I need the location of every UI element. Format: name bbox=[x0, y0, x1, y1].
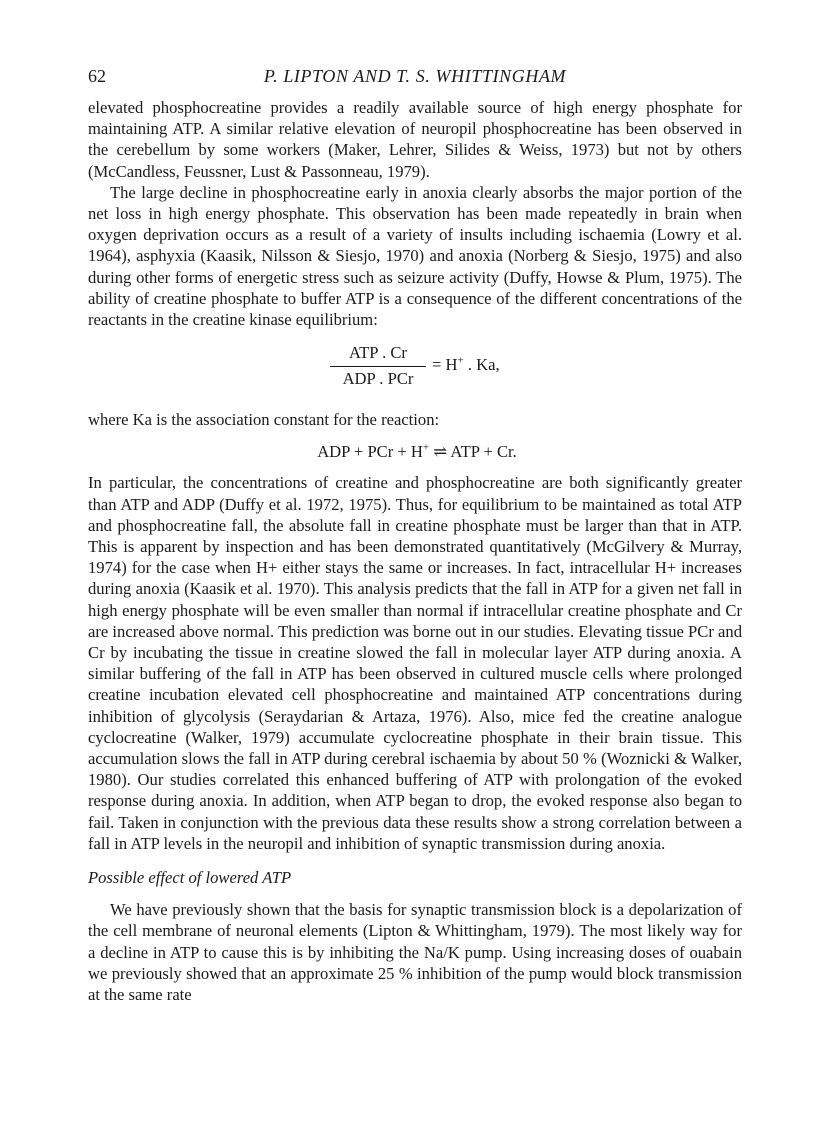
equilibrium-equation bbox=[88, 335, 742, 403]
paragraph-4: In particular, the concentrations of creatine and phosphocreatine are both significantly greater than ATP and ADP (Duffy et al. 1972, 1975). Thus, for equilibrium to be maintained as total ATP and phosphocreatine fall, the absolute fall in creatine phosphate must be larger than that in ATP. This is apparent by inspection and has been demonstrated quantitatively (McGilvery & Murray, 1974) for the case when H+ either stays the same or increases. In fact, intracellular H+ increases during anoxia (Kaasik et al. 1970). This analysis predicts that the fall in ATP for a given net fall in high energy phosphate will be even smaller than normal if intracellular creatine phosphate and Cr are increased above normal. This prediction was borne out in our studies. Elevating tissue PCr and Cr by incubating the tissue in creatine slowed the fall in molecular layer ATP during anoxia. A similar buffering of the fall in ATP has been observed in cultured muscle cells where prolonged creatine incubation elevated cell phosphocreatine and maintained ATP concentrations during inhibition of glycolysis (Seraydarian & Artaza, 1976). Also, mice fed the creatine analogue cyclocreatine (Walker, 1979) accumulate cyclocreatine phosphate in their brain tissue. This accumulation slows the fall in ATP during cerebral ischaemia by about 50 % (Woznicki & Walker, 1980). Our studies correlated this enhanced buffering of ATP with prolongation of the evoked response during anoxia. In addition, when ATP began to drop, the evoked response also began to fail. Taken in conjunction with the previous data these results show a strong correlation between a fall in ATP levels in the neuropil and inhibition of synaptic transmission during anoxia. bbox=[88, 473, 742, 853]
equation-right-side bbox=[432, 355, 500, 375]
equation-rhs-tail: . Ka, bbox=[467, 355, 500, 375]
paragraph-1: elevated phosphocreatine provides a readily available source of high energy phosphate for maintaining ATP. A similar relative elevation of neuropil phosphocreatine has been observed in the cerebellum by some workers (Maker, Lehrer, Silides & Weiss, 1973) but not by others (McCandless, Feussner, Lust & Passonneau, 1979). bbox=[88, 98, 742, 181]
paragraph-5: We have previously shown that the basis for synaptic transmission block is a depolarization of the cell membrane of neuronal elements (Lipton & Whittingham, 1979). The most likely way for a decline in ATP to cause this is by inhibiting the Na/K pump. Using increasing doses of ouabain we previously showed that an approximate 25 % inhibition of the pump would block transmission at the same rate bbox=[88, 900, 742, 1004]
equation-rhs-main: = H bbox=[432, 355, 458, 375]
running-header bbox=[88, 60, 742, 88]
paragraph-2: The large decline in phosphocreatine early in anoxia clearly absorbs the major portion of the net loss in high energy phosphate. This observation has been made repeatedly in brain when oxygen deprivation occurs as a result of a variety of insults including ischaemia (Lowry et al. 1964), asphyxia (Kaasik, Nilsson & Siesjo, 1970) and anoxia (Norberg & Siesjo, 1975) and also during other forms of energetic stress such as seizure activity (Duffy, Howse & Plum, 1975). The ability of creatine phosphate to buffer ATP is a consequence of the different concentrations of the reactants in the creatine kinase equilibrium: bbox=[88, 182, 742, 330]
equation-denominator: ADP . PCr bbox=[342, 369, 414, 389]
page-number: 62 bbox=[88, 66, 106, 86]
reaction-arrow: ⇌ bbox=[433, 442, 448, 462]
reaction-right: ATP + Cr. bbox=[450, 442, 517, 462]
page bbox=[88, 60, 742, 1005]
reaction-equation bbox=[88, 442, 742, 462]
running-title: P. LIPTON AND T. S. WHITTINGHAM bbox=[263, 66, 567, 86]
section-heading: Possible effect of lowered ATP bbox=[88, 868, 292, 888]
equation-numerator: ATP . Cr bbox=[349, 343, 407, 363]
equation-fraction bbox=[330, 343, 426, 389]
reaction-left: ADP + PCr + H bbox=[317, 442, 423, 462]
paragraph-3: where Ka is the association constant for the reaction: bbox=[88, 410, 440, 430]
equation-rhs-superscript: + bbox=[457, 354, 464, 367]
reaction-superscript: + bbox=[422, 441, 430, 454]
